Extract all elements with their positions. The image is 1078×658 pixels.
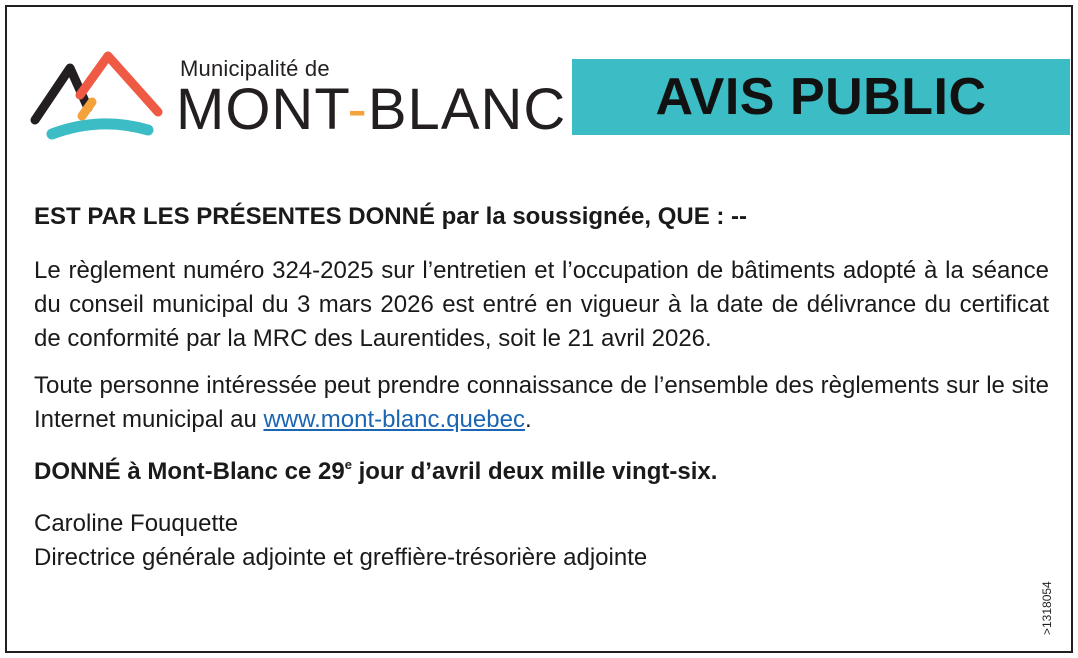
reference-number: >1318054 [1040,581,1054,635]
website-link[interactable]: www.mont-blanc.quebec [263,406,525,433]
notice-paragraph-2: Toute personne intéressée peut prendre connaissance de l’ensemble des règlements sur le site Internet municipal au www.mont-blanc.quebec. [34,372,1049,433]
signer-block [34,507,1049,575]
public-notice-banner [572,59,1070,135]
notice-paragraph-1: Le règlement numéro 324-2025 sur l’entretien et l’occupation de bâtiments adopté à la séance du conseil municipal du 3 mars 2026 est entré en vigueur à la date de délivrance du certificat de conformité par la MRC des Laurentides, soit le 21 avril 2026. [34,257,1049,352]
notice-headline: EST PAR LES PRÉSENTES DONNÉ par la soussignée, QUE : -- [34,203,748,230]
mountain-logo-icon [30,50,170,150]
signer-title: Directrice générale adjointe et greffière-trésorière adjointe [34,544,648,571]
logo-subtitle: Municipalité de [180,56,330,81]
banner-title: AVIS PUBLIC [655,68,987,126]
municipality-logo [30,50,567,150]
logo-title: MONT-BLANC [176,77,567,142]
signer-name: Caroline Fouquette [34,510,239,537]
notice-body [34,200,1049,575]
given-date-line: DONNÉ à Mont-Blanc ce 29e jour d’avril deux mille vingt-six. [34,457,718,485]
